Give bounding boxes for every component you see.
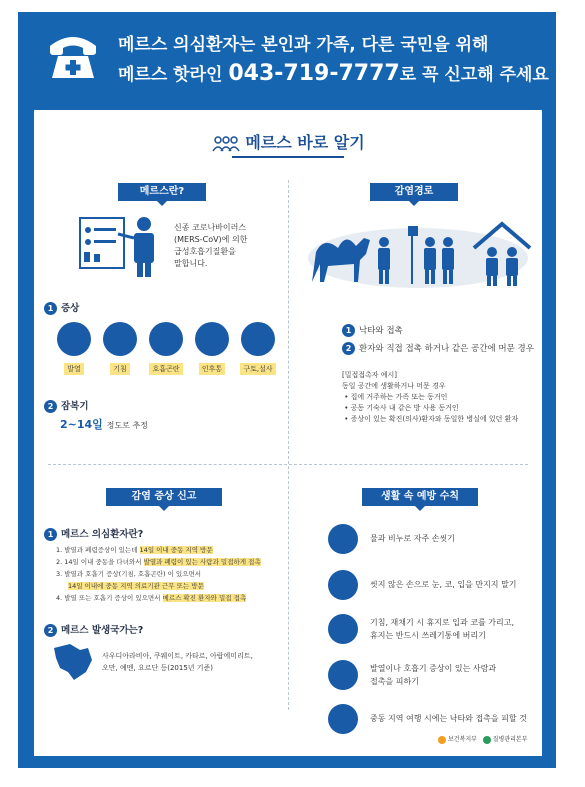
prevention-item (328, 704, 538, 734)
horizontal-divider (48, 464, 528, 465)
desc-line: 급성호흡기질환을 (174, 247, 236, 256)
desc-line: 말합니다. (174, 259, 208, 268)
route-item (342, 324, 403, 337)
number-badge: 1 (44, 528, 57, 541)
number-badge: 2 (44, 400, 57, 413)
lungs-icon (149, 322, 183, 356)
suspect-heading (44, 526, 143, 541)
hotline-number: 043-719-7777 (228, 61, 400, 86)
cover-cough-icon (328, 614, 358, 644)
desc-line: (MERS-CoV)에 의한 (174, 235, 248, 244)
prevention-text (370, 578, 517, 591)
main-title-text: 메르스 바로 알기 (245, 133, 365, 152)
example-item: • 공동 기숙사 내 같은 방 사용 동거인 (342, 404, 459, 412)
countries-line: 오만, 예멘, 요르단 등(2015년 기준) (102, 664, 214, 672)
route-text: 환자와 직접 접촉 하거나 같은 공간에 머문 경우 (359, 344, 534, 354)
avoid-contact-icon (328, 660, 358, 690)
section-what-is: 메르스란? (118, 183, 206, 201)
header-line-2-prefix: 메르스 핫라인 (118, 65, 229, 85)
prevention-line: 발열이나 호흡기 증상이 있는 사람과 (370, 664, 497, 673)
mohw-logo-icon (438, 736, 446, 744)
handwash-icon (328, 524, 358, 554)
section-prevention: 생활 속 예방 수칙 (362, 488, 478, 506)
criteria-text: 3. 발열과 호흡기 증상(기침, 호흡곤란) 이 있으면서 (56, 570, 202, 578)
criteria-highlight: 메르스 확진 환자와 밀접 접촉 (162, 594, 247, 602)
criteria-text: 2. 14일 이내 중동을 다녀와서 (56, 558, 144, 566)
no-touch-face-icon (328, 570, 358, 600)
route-item (342, 342, 534, 355)
kcdc-logo-icon (483, 736, 491, 744)
example-item: • 증상이 있는 확진(의사)환자와 동일한 병실에 있던 환자 (342, 415, 519, 423)
prevention-text (370, 532, 455, 545)
poster (18, 12, 556, 768)
incubation-value (60, 416, 148, 432)
camel-hospital-illustration (304, 212, 532, 304)
symptom-label: 구토,설사 (240, 363, 275, 375)
number-badge: 2 (342, 342, 355, 355)
incubation-heading (44, 398, 89, 413)
symptoms-title: 증상 (61, 303, 80, 314)
number-badge: 1 (342, 324, 355, 337)
prevention-line: 씻지 않은 손으로 눈, 코, 입을 만지지 말기 (370, 580, 517, 589)
prevention-line: 물과 비누로 자주 손씻기 (370, 534, 455, 543)
main-title (34, 130, 542, 153)
symptom-label: 인후통 (199, 363, 225, 375)
number-badge: 1 (44, 302, 57, 315)
prevention-line: 접촉을 피하기 (370, 677, 419, 686)
symptom-fever (52, 322, 96, 375)
vertical-divider (288, 180, 289, 710)
prevention-item (328, 524, 538, 554)
close-contact-examples (342, 370, 518, 425)
content-card (34, 110, 542, 756)
incubation-days: 2~14일 (60, 418, 103, 431)
doctor-icon (78, 214, 162, 278)
criteria-text: 4. 발열 또는 호흡기 증상이 있으면서 (56, 594, 163, 602)
vomit-icon (241, 322, 275, 356)
cough-icon (103, 322, 137, 356)
example-item: • 집에 거주하는 가족 또는 동거인 (342, 393, 448, 401)
incubation-suffix: 정도로 추정 (106, 421, 148, 430)
criteria-highlight: 발열과 폐렴이 있는 사람과 밀접하게 접촉 (143, 558, 261, 566)
agency-logos (438, 734, 528, 744)
suspect-criteria (56, 544, 261, 604)
header-line-2 (118, 60, 549, 86)
symptom-vomit (234, 322, 282, 375)
example-text: 공동 기숙사 내 같은 방 사용 동거인 (350, 404, 459, 412)
criteria-line (56, 568, 261, 580)
criteria-line (56, 556, 261, 568)
route-text: 낙타와 접촉 (359, 326, 403, 336)
example-text: 증상이 있는 확진(의사)환자와 동일한 병실에 있던 환자 (350, 415, 519, 423)
suspect-title: 메르스 의심환자란? (61, 529, 144, 540)
symptoms-heading (44, 300, 79, 315)
medical-phone-icon (44, 26, 102, 84)
header-banner (18, 12, 556, 104)
criteria-line (56, 580, 261, 592)
prevention-line: 중동 지역 여행 시에는 낙타와 접촉을 피할 것 (370, 714, 527, 723)
symptom-label: 발열 (64, 363, 84, 375)
prevention-text (370, 712, 527, 725)
fever-icon (57, 322, 91, 356)
countries-title: 메르스 발생국가는? (61, 625, 144, 636)
criteria-highlight: 14일 이내 중동 지역 방문 (139, 546, 213, 554)
number-badge: 2 (44, 624, 57, 637)
prevention-text (370, 616, 514, 642)
example-title: [밀접접촉자 예시] (342, 371, 398, 379)
prevention-item (328, 570, 538, 600)
logo-kcdc: 질병관리본부 (492, 736, 528, 743)
example-text: 집에 거주하는 가족 또는 동거인 (350, 393, 448, 401)
criteria-highlight: 14일 이내에 중동 지역 의료기관 근무 또는 방문 (68, 582, 204, 590)
prevention-item (328, 660, 538, 690)
what-is-description (174, 222, 247, 270)
desc-line: 신종 코로나바이러스 (174, 223, 247, 232)
title-underline (232, 156, 344, 158)
symptom-breath (144, 322, 188, 375)
logo-mohw: 보건복지부 (448, 736, 477, 743)
header-line-1: 메르스 의심환자는 본인과 가족, 다른 국민을 위해 (118, 35, 489, 55)
criteria-text: 1. 발열과 폐렴증상이 있는데 (56, 546, 140, 554)
symptom-throat (190, 322, 234, 375)
prevention-line: 휴지는 반드시 쓰레기통에 버리기 (370, 631, 486, 640)
criteria-line (56, 544, 261, 556)
middle-east-map-icon (50, 642, 94, 682)
section-infection-route: 감염경로 (370, 183, 458, 201)
throat-icon (195, 322, 229, 356)
prevention-text (370, 662, 496, 688)
countries-heading (44, 622, 143, 637)
header-line-2-suffix: 로 꼭 신고해 주세요 (399, 65, 549, 85)
countries-list (102, 650, 253, 674)
people-icon (211, 136, 241, 152)
section-report: 감염 증상 신고 (106, 488, 222, 506)
countries-line: 사우디아라비아, 쿠웨이트, 카타르, 아랍에미리트, (102, 652, 253, 660)
incubation-title: 잠복기 (61, 401, 89, 412)
example-intro: 동일 공간에 생활하거나 머문 경우 (342, 382, 446, 390)
prevention-line: 기침, 재채기 시 휴지로 입과 코를 가리고, (370, 618, 514, 627)
symptom-label: 기침 (110, 363, 130, 375)
camel-icon (328, 704, 358, 734)
symptom-cough (98, 322, 142, 375)
prevention-item (328, 614, 538, 644)
criteria-line (56, 592, 261, 604)
symptom-label: 호흡곤란 (149, 363, 182, 375)
